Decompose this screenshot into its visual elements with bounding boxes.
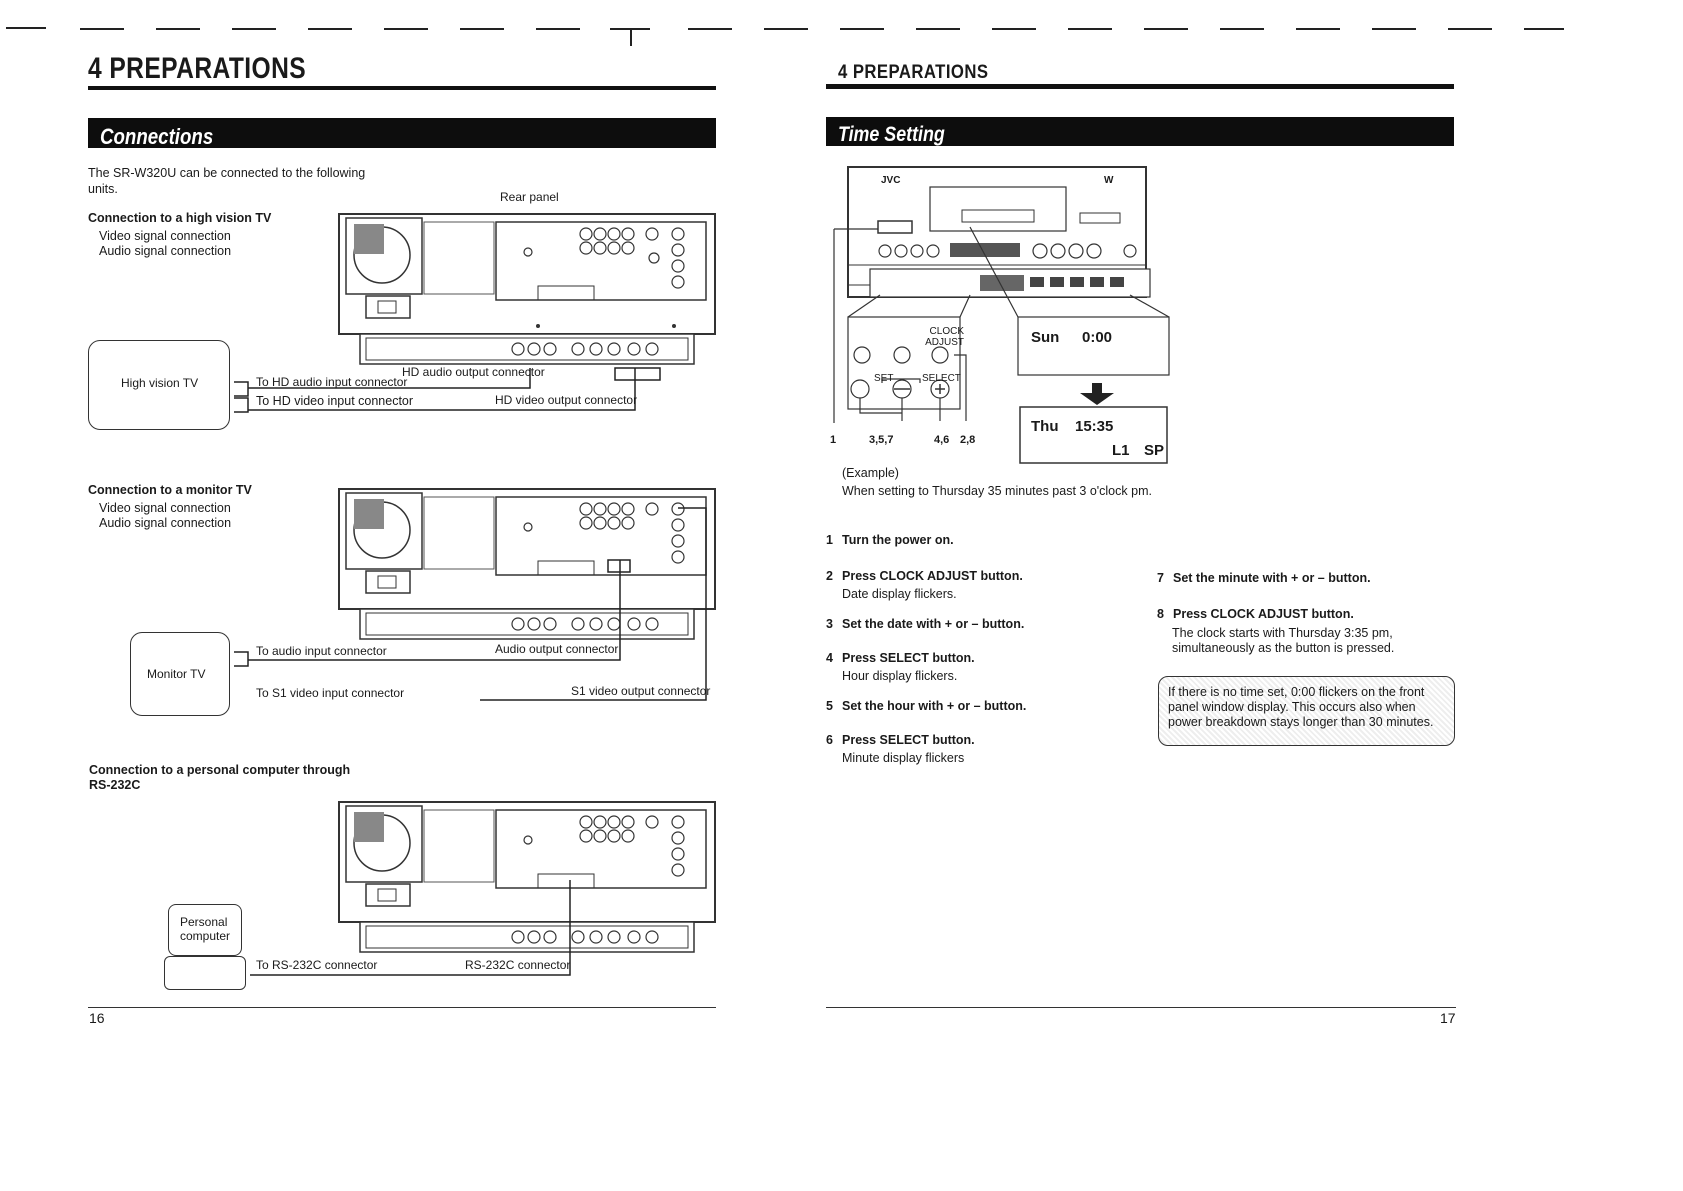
note-line-1: If there is no time set, 0:00 flickers on the front [1168,685,1425,699]
to-s1-video-input-label: To S1 video input connector [256,686,405,700]
callout-357: 3,5,7 [869,434,894,446]
display-before-time: 0:00 [1082,329,1113,346]
step-5: 5 Set the hour with + or – button. [826,699,1027,713]
note-line-2: panel window display. This occurs also when [1168,700,1416,714]
pc-title-1: Connection to a personal computer through [89,763,351,777]
to-hd-audio-input-label: To HD audio input connector [256,375,408,389]
section-band-time-setting [826,117,1454,146]
display-after-day: Thu [1031,418,1059,435]
step-7: 7 Set the minute with + or – button. [1157,571,1371,585]
monitor-video-line: Video signal connection [99,501,231,515]
to-rs232c-label: To RS-232C connector [256,958,378,972]
pc-title-2: RS-232C [89,778,141,792]
to-hd-video-input-label: To HD video input connector [256,394,414,408]
step-6: 6 Press SELECT button. [826,733,975,747]
heading-rule-left [88,86,716,90]
step-8: 8 Press CLOCK ADJUST button. [1157,607,1354,621]
hvtv-audio-line: Audio signal connection [99,244,232,258]
monitor-tv-label: Monitor TV [147,667,206,681]
page-number-left: 16 [89,1010,105,1026]
step-4-desc: Hour display flickers. [842,669,958,683]
personal-computer-keyboard [164,956,246,990]
section-title-time-setting: Time Setting [838,123,945,146]
hd-video-output-label: HD video output connector [495,393,638,407]
intro-text-1: The SR-W320U can be connected to the following [88,166,366,180]
rear-panel-diagram-1 [338,212,718,372]
callout-1: 1 [830,434,837,446]
personal-computer-label-1: Personal [180,915,228,929]
page-number-right: 17 [1440,1010,1456,1026]
monitor-title: Connection to a monitor TV [88,483,252,497]
rear-panel-label: Rear panel [500,190,559,204]
step-3: 3 Set the date with + or – button. [826,617,1025,631]
footer-rule-right [826,1007,1456,1008]
page-heading-left: 4 PREPARATIONS [88,52,307,85]
callout-46: 4,6 [934,434,950,446]
front-panel-diagram [830,165,1175,465]
to-audio-input-label: To audio input connector [256,644,387,658]
hvtv-title: Connection to a high vision TV [88,211,272,225]
rs232c-connector-label: RS-232C connector [465,958,571,972]
step-6-desc: Minute display flickers [842,751,965,765]
callout-28: 2,8 [960,434,976,446]
set-label: SET [874,373,894,384]
step-2-desc: Date display flickers. [842,587,957,601]
clock-adjust-label: CLOCK ADJUST [925,326,964,348]
step-8-desc-2: simultaneously as the button is pressed. [1172,641,1395,655]
model-badge: W [1104,175,1114,186]
audio-output-label: Audio output connector [495,642,619,656]
select-label: SELECT [922,373,961,384]
step-4: 4 Press SELECT button. [826,651,975,665]
display-after-line: L1 [1112,442,1130,459]
display-after-time: 15:35 [1075,418,1114,435]
hvtv-video-line: Video signal connection [99,229,231,243]
step-2: 2 Press CLOCK ADJUST button. [826,569,1023,583]
section-band-connections [88,118,716,148]
note-line-3: power breakdown stays longer than 30 minutes. [1168,715,1434,729]
personal-computer-label-2: computer [180,929,231,943]
high-vision-tv-label: High vision TV [121,376,199,390]
brand-logo: JVC [881,175,901,186]
footer-rule-left [88,1007,716,1008]
intro-text-2: units. [88,182,118,196]
page-heading-right: 4 PREPARATIONS [838,62,989,83]
heading-rule-right [826,84,1454,89]
monitor-connection-lines [230,500,710,710]
monitor-audio-line: Audio signal connection [99,516,232,530]
example-label: (Example) [842,466,899,480]
step-1: 1 Turn the power on. [826,533,954,547]
example-text: When setting to Thursday 35 minutes past 3 o'clock pm. [842,484,1152,498]
display-after-mode: SP [1144,442,1165,459]
hd-audio-output-label: HD audio output connector [402,365,545,379]
s1-video-output-label: S1 video output connector [571,684,711,698]
step-8-desc: The clock starts with Thursday 3:35 pm, [1172,626,1393,640]
section-title-connections: Connections [100,124,214,149]
display-before-day: Sun [1031,329,1060,346]
